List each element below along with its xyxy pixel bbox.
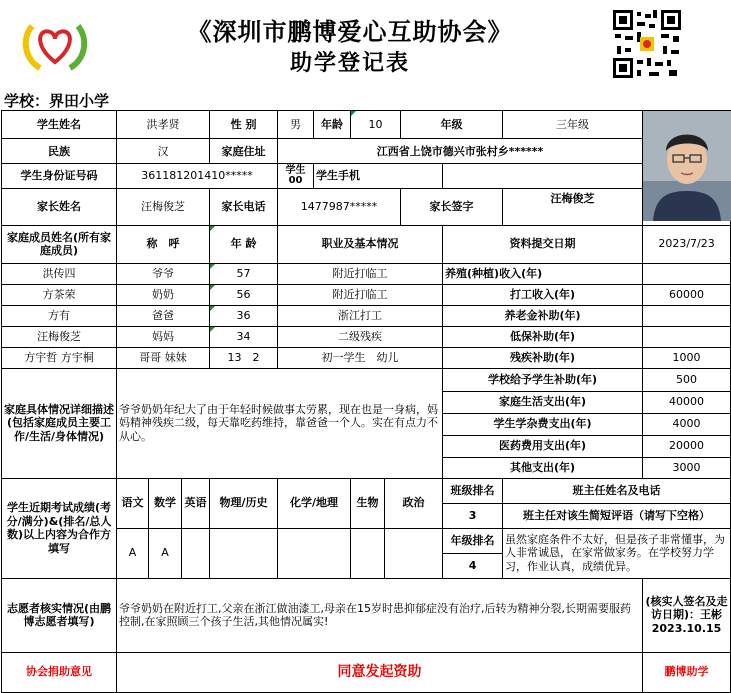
finance-label: 学生学杂费支出(年) bbox=[443, 413, 643, 435]
member-relation: 哥哥 妹妹 bbox=[117, 347, 210, 368]
parent-sign-label: 家长签字 bbox=[401, 189, 503, 225]
page-subtitle: 助学登记表 bbox=[289, 50, 410, 76]
parent-phone: 1477987***** bbox=[278, 189, 401, 225]
income-value: 1000 bbox=[643, 347, 731, 368]
finance-label: 其他支出(年) bbox=[443, 457, 643, 478]
grade-label: 年级 bbox=[401, 111, 503, 139]
income-label: 低保补助(年) bbox=[443, 326, 643, 347]
teacher-label: 班主任姓名及电话 bbox=[503, 478, 731, 503]
member-name: 方宇哲 方宇桐 bbox=[2, 347, 117, 368]
income-value bbox=[643, 263, 731, 284]
teacher-comment: 虽然家庭条件不太好，但是孩子非常懂事，为人非常诚恳，在家常做家务。在学校努力学习，作业认真，成绩优异。 bbox=[503, 528, 731, 578]
parent-name: 汪梅俊芝 bbox=[117, 189, 210, 225]
submit-date: 2023/7/23 bbox=[643, 225, 731, 263]
members-job-header: 职业及基本情况 bbox=[278, 225, 443, 263]
subject-header: 语文 bbox=[117, 478, 149, 528]
ethnicity-value: 汉 bbox=[117, 139, 210, 164]
subject-header: 化学/地理 bbox=[278, 478, 351, 528]
teacher-comment-label: 班主任对该生简短评语（请写下空格） bbox=[503, 503, 731, 528]
school-name: 界田小学 bbox=[49, 92, 110, 110]
class-rank-label: 班级排名 bbox=[443, 478, 503, 503]
finance-value: 20000 bbox=[643, 435, 731, 457]
gender-label: 性 别 bbox=[210, 111, 278, 139]
income-value bbox=[643, 326, 731, 347]
grade-rank: 4 bbox=[443, 553, 503, 578]
id-label: 学生身份证号码 bbox=[2, 164, 117, 189]
qr-code-icon bbox=[611, 8, 683, 80]
member-age: 13 2 bbox=[210, 347, 278, 368]
subject-score: A bbox=[149, 528, 182, 578]
student-extra-cell bbox=[278, 164, 314, 189]
exam-label: 学生近期考试成绩(考分/满分)&(排名/总人数)以上内容为合作方填写 bbox=[2, 478, 117, 578]
footer-center: 同意发起资助 bbox=[117, 652, 643, 692]
member-name: 汪梅俊芝 bbox=[2, 326, 117, 347]
member-job: 二级残疾 bbox=[278, 326, 443, 347]
student-name: 洪孝贤 bbox=[117, 111, 210, 139]
member-age: 56 bbox=[210, 284, 278, 305]
grade-value: 三年级 bbox=[503, 111, 643, 139]
subject-score bbox=[351, 528, 385, 578]
parent-phone-label: 家长电话 bbox=[210, 189, 278, 225]
income-value bbox=[643, 305, 731, 326]
student-extra-fragment: 00 bbox=[288, 175, 303, 187]
member-name: 洪传四 bbox=[2, 263, 117, 284]
student-photo bbox=[643, 111, 731, 226]
gender-value: 男 bbox=[278, 111, 314, 139]
id-value: 361181201410***** bbox=[117, 164, 278, 189]
ethnicity-label: 民族 bbox=[2, 139, 117, 164]
subject-score bbox=[278, 528, 351, 578]
member-age: 34 bbox=[210, 326, 278, 347]
member-job: 附近打临工 bbox=[278, 263, 443, 284]
subject-score bbox=[210, 528, 278, 578]
situation-text: 爷爷奶奶年纪大了由于年轻时候做事太劳累，现在也是一身病，妈妈精神残疾二级，每天靠吃药维持，靠爸爸一个人。实在有点力不从心。 bbox=[117, 368, 443, 478]
finance-label: 家庭生活支出(年) bbox=[443, 391, 643, 413]
finance-value: 40000 bbox=[643, 391, 731, 413]
finance-value: 500 bbox=[643, 368, 731, 391]
members-name-header: 家庭成员姓名(所有家庭成员) bbox=[2, 225, 117, 263]
finance-label: 医药费用支出(年) bbox=[443, 435, 643, 457]
age-label: 年龄 bbox=[314, 111, 351, 139]
member-name: 方有 bbox=[2, 305, 117, 326]
school-label: 学校： bbox=[4, 92, 50, 110]
subject-score bbox=[385, 528, 443, 578]
subject-header: 物理/历史 bbox=[210, 478, 278, 528]
member-age: 57 bbox=[210, 263, 278, 284]
age-value: 10 bbox=[351, 111, 401, 139]
phone-label: 学生手机 bbox=[314, 164, 443, 189]
student-extra-label: 学生 bbox=[285, 165, 306, 177]
parent-name-label: 家长姓名 bbox=[2, 189, 117, 225]
subject-header: 数学 bbox=[149, 478, 182, 528]
school-line bbox=[4, 90, 109, 111]
address-label: 家庭住址 bbox=[210, 139, 278, 164]
income-label: 残疾补助(年) bbox=[443, 347, 643, 368]
footer-left: 协会捐助意见 bbox=[2, 652, 117, 692]
subject-header: 英语 bbox=[182, 478, 210, 528]
subject-score: A bbox=[117, 528, 149, 578]
student-name-label: 学生姓名 bbox=[2, 111, 117, 139]
finance-label: 学校给予学生补助(年) bbox=[443, 368, 643, 391]
parent-sign: 汪梅俊芝 bbox=[503, 189, 643, 225]
grade-rank-label: 年级排名 bbox=[443, 528, 503, 553]
phone-value bbox=[443, 164, 643, 189]
income-label: 养老金补助(年) bbox=[443, 305, 643, 326]
volunteer-sign: (核实人签名及走访日期)：王彬2023.10.15 bbox=[643, 578, 731, 652]
income-label: 养殖(种植)收入(年) bbox=[443, 263, 643, 284]
footer-right: 鹏博助学 bbox=[643, 652, 731, 692]
association-logo-icon bbox=[20, 6, 90, 76]
member-relation: 爸爸 bbox=[117, 305, 210, 326]
finance-value: 3000 bbox=[643, 457, 731, 478]
address-value: 江西省上饶市德兴市张村乡****** bbox=[278, 139, 643, 164]
situation-label: 家庭具体情况详细描述(包括家庭成员主要工作/生活/身体情况) bbox=[2, 368, 117, 478]
members-age-header: 年 龄 bbox=[210, 225, 278, 263]
member-job: 附近打临工 bbox=[278, 284, 443, 305]
submit-date-label: 资料提交日期 bbox=[443, 225, 643, 263]
member-age: 36 bbox=[210, 305, 278, 326]
income-value: 60000 bbox=[643, 284, 731, 305]
member-relation: 妈妈 bbox=[117, 326, 210, 347]
member-relation: 爷爷 bbox=[117, 263, 210, 284]
member-job: 初一学生 幼儿 bbox=[278, 347, 443, 368]
members-relation-header: 称 呼 bbox=[117, 225, 210, 263]
header bbox=[0, 0, 691, 88]
class-rank: 3 bbox=[443, 503, 503, 528]
subject-header: 政治 bbox=[385, 478, 443, 528]
student-photo-icon bbox=[643, 111, 731, 221]
page-title: 《深圳市鹏博爱心互助协会》 bbox=[187, 17, 513, 46]
volunteer-label: 志愿者核实情况(由鹏博志愿者填写) bbox=[2, 578, 117, 652]
income-label: 打工收入(年) bbox=[443, 284, 643, 305]
member-name: 方茶荣 bbox=[2, 284, 117, 305]
subject-header: 生物 bbox=[351, 478, 385, 528]
volunteer-text: 爷爷奶奶在附近打工,父亲在浙江做油漆工,母亲在15岁时患抑郁症没有治疗,后转为精神分裂,长期需要服药控制,在家照顾三个孩子生活,其他情况属实! bbox=[117, 578, 643, 652]
subject-score bbox=[182, 528, 210, 578]
finance-value: 4000 bbox=[643, 413, 731, 435]
member-relation: 奶奶 bbox=[117, 284, 210, 305]
registration-form-table bbox=[1, 110, 731, 693]
member-job: 浙江打工 bbox=[278, 305, 443, 326]
